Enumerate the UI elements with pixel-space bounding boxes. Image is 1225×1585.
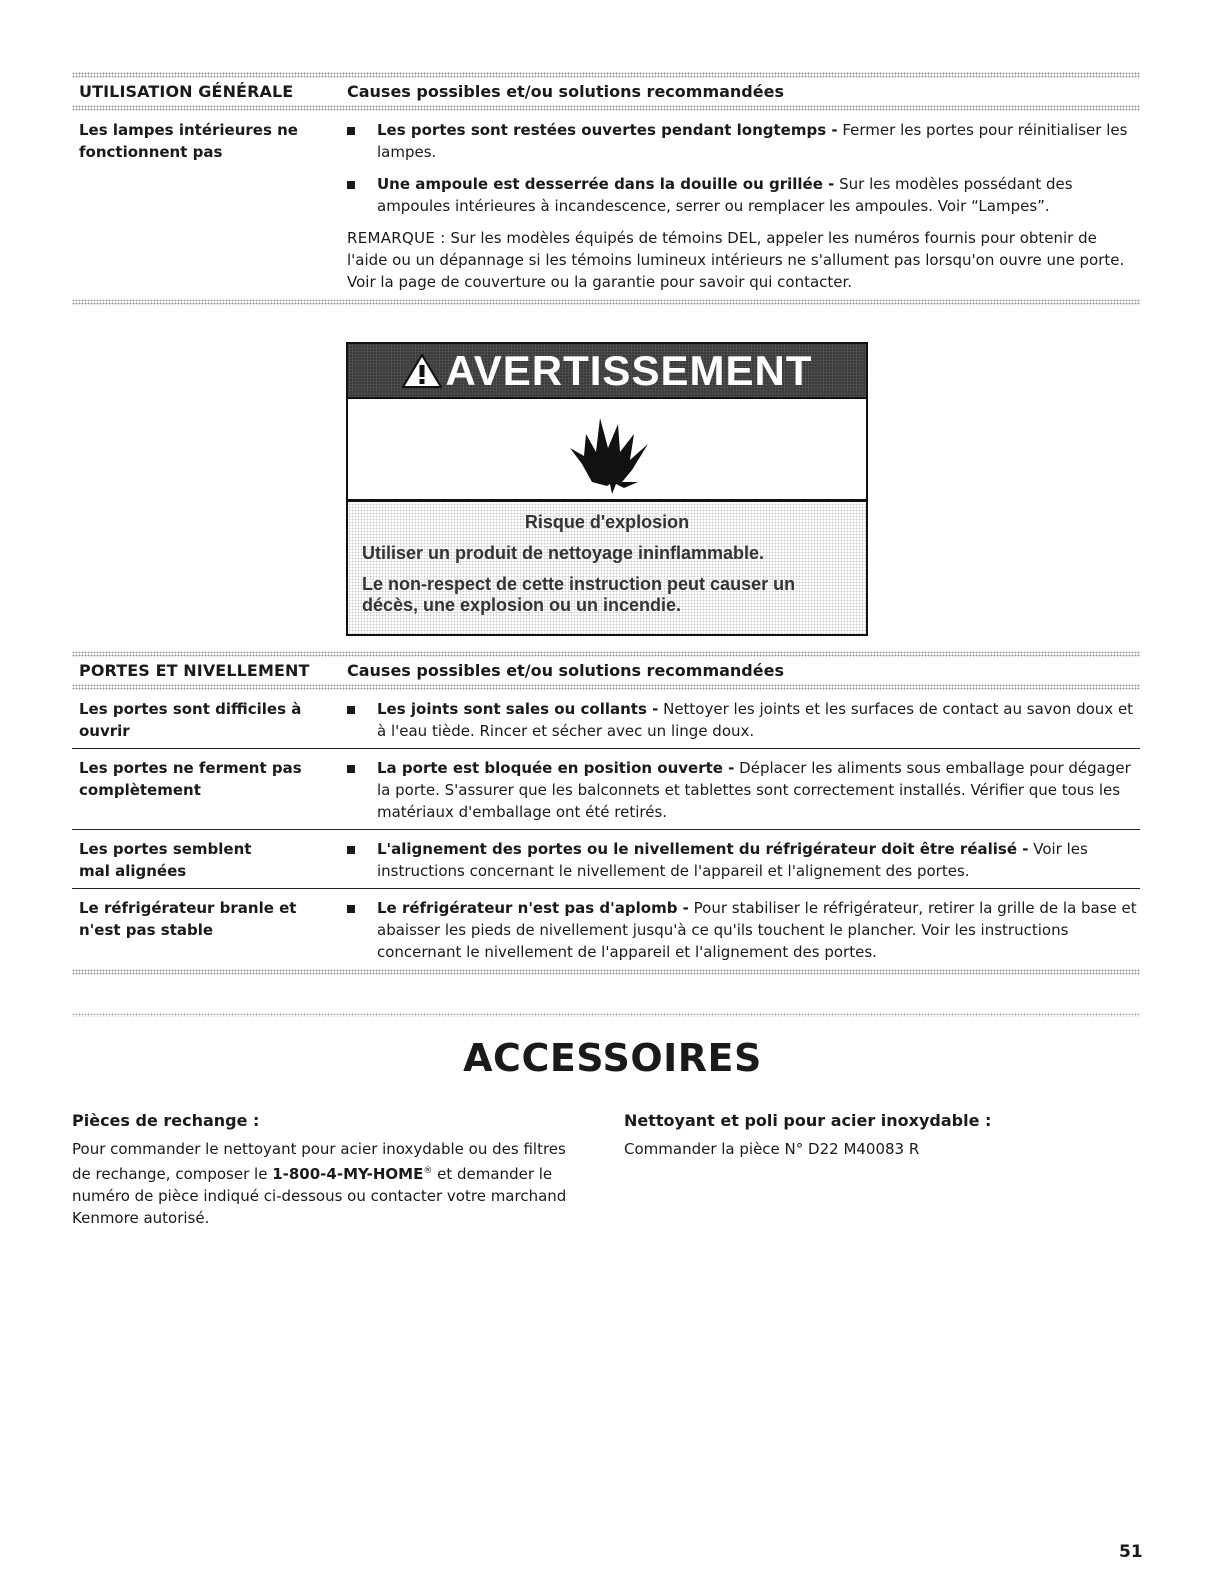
warning-text <box>348 502 866 634</box>
table-header <box>72 78 1140 105</box>
table-row <box>72 111 1140 299</box>
solution: Nettoyer les joints et les surfaces de contact au savon doux et à l'eau tiède. Rincer et sécher avec un linge doux. <box>377 700 1134 740</box>
bullet-icon <box>347 897 377 963</box>
warning-pictogram <box>348 399 866 502</box>
solutions <box>347 698 1140 742</box>
phone-number: 1-800-4-MY-HOME <box>272 1165 424 1183</box>
page-number: 51 <box>1119 1542 1143 1562</box>
solutions-heading: Causes possibles et/ou solutions recommandées <box>347 661 784 680</box>
divider <box>72 969 1140 975</box>
problem-label: Les lampes intérieures ne fonctionnent pas <box>79 121 298 161</box>
troubleshooting-doors <box>72 651 1140 975</box>
solutions-heading: Causes possibles et/ou solutions recommandées <box>347 82 784 101</box>
cause: Les portes sont restées ouvertes pendant longtemps - <box>377 121 838 139</box>
warning-box <box>346 342 868 636</box>
paragraph: Commander la pièce N° D22 M40083 R <box>624 1140 920 1158</box>
cause: La porte est bloquée en position ouverte - <box>377 759 735 777</box>
divider <box>72 299 1140 305</box>
solution: Voir les instructions concernant le nivellement de l'appareil et l'alignement des portes. <box>377 840 1088 880</box>
explosion-icon <box>552 404 662 494</box>
category-heading: PORTES ET NIVELLEMENT <box>79 661 310 680</box>
replacement-parts <box>72 1110 582 1229</box>
text: Pour commander le nettoyant pour acier inoxydable ou des filtres de rechange, composer le <box>72 1140 566 1183</box>
solution: Déplacer les aliments sous emballage pour dégager la porte. S'assurer que les balconnets et tablettes sont correctement installés. Vérifier que tous les matériaux d'emballage ont été retirés. <box>377 759 1131 821</box>
solution: Pour stabiliser le réfrigérateur, retirer la grille de la base et abaisser les pieds de nivellement jusqu'à ce qu'ils touchent le plancher. Voir les instructions concernant le nivellement de l'appareil et l'alignement des portes. <box>377 899 1137 961</box>
note-text: Sur les modèles équipés de témoins DEL, appeler les numéros fournis pour obtenir de l'aide ou un dépannage si les témoins lumineux intérieurs ne s'allument pas lorsqu'on ouvre une porte. Voir la page de couverture ou la garantie pour savoir qui contacter. <box>347 229 1125 291</box>
table-row <box>72 889 1140 969</box>
bullet-icon <box>347 173 377 217</box>
bullet-icon <box>347 698 377 742</box>
solution: Fermer les portes pour réinitialiser les lampes. <box>377 121 1128 161</box>
solutions <box>347 897 1140 963</box>
text: et demander le numéro de pièce indiqué ci-dessous ou contacter votre marchand Kenmore autorisé. <box>72 1165 567 1227</box>
troubleshooting-general <box>72 72 1140 305</box>
table-row <box>72 749 1140 829</box>
cause: L'alignement des portes ou le nivellement du réfrigérateur doit être réalisé - <box>377 840 1029 858</box>
problem-label: Les portes sont difficiles à ouvrir <box>79 700 302 740</box>
solutions <box>347 119 1140 293</box>
list-item <box>347 838 1140 882</box>
page-title: ACCESSOIRES <box>463 1036 762 1080</box>
list-item <box>347 119 1140 163</box>
section-heading: Pièces de rechange : <box>72 1111 260 1130</box>
bullet-icon <box>347 119 377 163</box>
warning-triangle-icon <box>402 354 442 388</box>
bullet-icon <box>347 757 377 823</box>
table-header <box>72 657 1140 684</box>
note <box>347 227 1140 293</box>
warning-header <box>348 344 866 399</box>
problem-label: Le réfrigérateur branle et n'est pas stable <box>79 899 297 939</box>
warning-instruction: Utiliser un produit de nettoyage ininflammable. <box>362 543 765 563</box>
problem-label: Les portes semblent mal alignées <box>79 840 252 880</box>
cause: Le réfrigérateur n'est pas d'aplomb - <box>377 899 689 917</box>
bullet-icon <box>347 838 377 882</box>
note-label: REMARQUE : <box>347 229 446 247</box>
cause: Une ampoule est desserrée dans la douille ou grillée - <box>377 175 835 193</box>
table-row <box>72 830 1140 888</box>
list-item <box>347 757 1140 823</box>
registered-mark: ® <box>423 1166 433 1176</box>
table-row <box>72 690 1140 748</box>
problem-label: Les portes ne ferment pas complètement <box>79 759 302 799</box>
list-item <box>347 173 1140 217</box>
divider <box>72 1013 1140 1017</box>
category-heading: UTILISATION GÉNÉRALE <box>79 82 294 101</box>
warning-consequence: Le non-respect de cette instruction peut causer un décès, une explosion ou un incendie. <box>362 574 796 615</box>
risk-heading: Risque d'explosion <box>524 512 690 532</box>
section-heading: Nettoyant et poli pour acier inoxydable : <box>624 1111 992 1130</box>
list-item <box>347 698 1140 742</box>
stainless-cleaner <box>624 1110 1124 1160</box>
solutions <box>347 838 1140 882</box>
solutions <box>347 757 1140 823</box>
paragraph <box>72 1138 582 1229</box>
warning-title: AVERTISSEMENT <box>445 346 813 394</box>
list-item <box>347 897 1140 963</box>
cause: Les joints sont sales ou collants - <box>377 700 659 718</box>
solution: Sur les modèles possédant des ampoules intérieures à incandescence, serrer ou remplacer les ampoules. Voir “Lampes”. <box>377 175 1073 215</box>
